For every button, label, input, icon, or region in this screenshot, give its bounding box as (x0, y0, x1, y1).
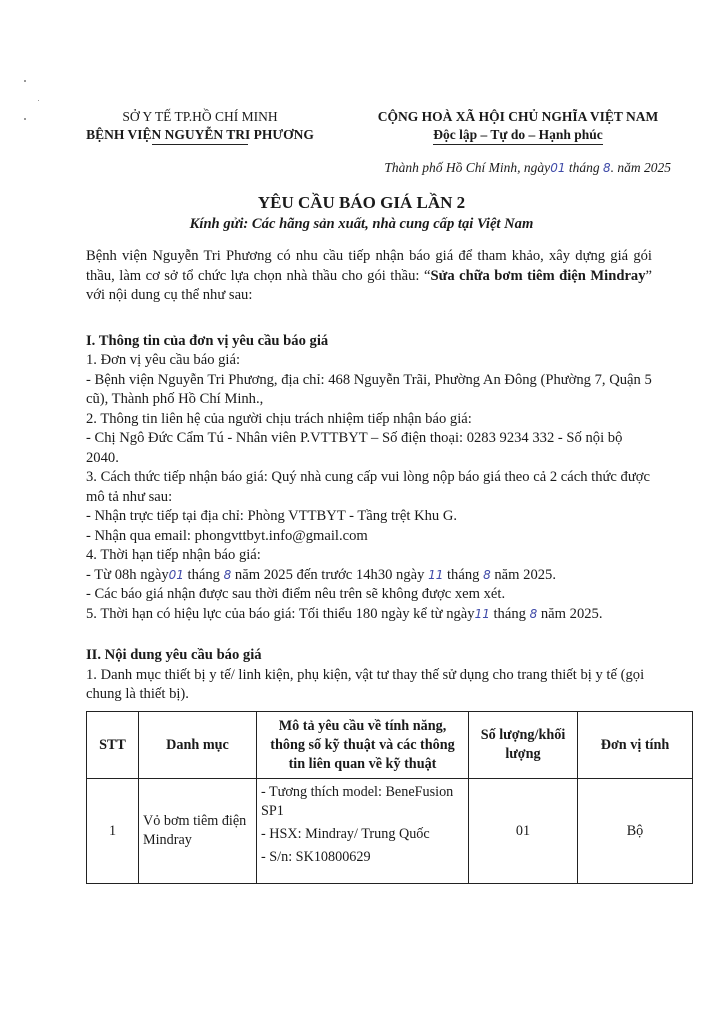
motto: Độc lập – Tự do – Hạnh phúc (433, 127, 603, 142)
document-title: YÊU CẦU BÁO GIÁ LẦN 2 (257, 193, 466, 212)
hospital-name: BỆNH VIỆN NGUYỄN TRI PHƯƠNG (86, 127, 314, 142)
date-month-label: tháng (568, 160, 600, 175)
desc-line: - S/n: SK10800629 (261, 849, 371, 865)
intro-text: Bệnh viện Nguyễn Tri Phương có nhu cầu tiếp nhận báo giá để tham khảo, xây dựng giá gói thầu, làm cơ sở tổ chức lựa chọn nhà thầu cho gói thầu: “ (86, 248, 652, 284)
s1-item1-detail: - Bệnh viện Nguyễn Tri Phương, địa chỉ: 468 Nguyễn Trãi, Phường An Đông (Phường 7, Quận 5 cũ), Thành phố Hồ Chí Minh., (86, 371, 652, 407)
desc-line: - Tương thích model: BeneFusion SP1 (261, 784, 454, 819)
s1-item2: 2. Thông tin liên hệ của người chịu trách nhiệm tiếp nhận báo giá: (86, 410, 472, 427)
motto-underline (433, 144, 603, 145)
date-prefix: Thành phố Hồ Chí Minh, ngày (384, 160, 551, 175)
header-stt: STT (87, 712, 139, 779)
cell-item: Vỏ bơm tiêm điện Mindray (139, 779, 257, 884)
s1-item2-detail: - Chị Ngô Đức Cẩm Tú - Nhân viên P.VTTBYT – Số điện thoại: 0283 9234 332 - Số nội bộ 2040. (86, 430, 623, 466)
cell-quantity: 01 (469, 779, 578, 884)
table-header-row (87, 712, 693, 779)
table-row (87, 779, 693, 884)
s1-item4-a (86, 566, 652, 586)
header-left (60, 108, 340, 145)
s1-item3: 3. Cách thức tiếp nhận báo giá: Quý nhà cung cấp vui lòng nộp báo giá theo cả 2 cách thức được mô tả như sau: (86, 469, 650, 505)
cell-unit: Bộ (578, 779, 693, 884)
handwritten-day: 11 (428, 567, 444, 582)
header-quantity: Số lượng/khối lượng (469, 712, 578, 779)
text: tháng (489, 605, 530, 622)
s1-item3-a: - Nhận trực tiếp tại địa chỉ: Phòng VTTBYT - Tầng trệt Khu G. (86, 508, 458, 524)
handwritten-month: 8 (223, 567, 232, 582)
section2-heading: II. Nội dung yêu cầu báo giá (86, 647, 262, 663)
text: năm 2025 đến trước 14h30 ngày (231, 566, 429, 583)
s1-item4: 4. Thời hạn tiếp nhận báo giá: (86, 547, 261, 563)
hospital-name-underline (152, 144, 248, 145)
section1-heading: I. Thông tin của đơn vị yêu cầu báo giá (86, 332, 329, 349)
handwritten-month: 8 (483, 567, 491, 582)
text: năm 2025. (490, 566, 556, 583)
health-department-name: SỞ Y TẾ TP.HỒ CHÍ MINH (122, 109, 278, 124)
s2-item1: 1. Danh mục thiết bị y tế/ linh kiện, phụ kiện, vật tư thay thế sử dụng cho trang thiết bị y tế (gọi chung là thiết bị). (86, 666, 645, 702)
scan-speck (24, 80, 26, 82)
intro-paragraph (86, 247, 652, 306)
header-item: Danh mục (139, 712, 257, 779)
s1-item3-b: - Nhận qua email: phongvttbyt.info@gmail.com (86, 527, 368, 544)
text: 5. Thời hạn có hiệu lực của báo giá: Tối thiểu 180 ngày kể từ ngày (86, 605, 475, 622)
recipient-line: Kính gửi: Các hãng sản xuất, nhà cung cấp tại Việt Nam (189, 216, 534, 232)
title-block (60, 192, 663, 234)
handwritten-month: 8 (529, 606, 538, 621)
scan-speck (24, 118, 26, 120)
package-name: Sửa chữa bơm tiêm điện Mindray (430, 267, 646, 284)
handwritten-day: 11 (474, 606, 490, 621)
s1-item4-b: - Các báo giá nhận được sau thời điểm nêu trên sẽ không được xem xét. (86, 586, 506, 602)
text: năm 2025. (537, 605, 603, 622)
text: tháng (183, 566, 224, 583)
equipment-table (86, 711, 693, 884)
s1-item5 (86, 605, 652, 625)
equipment-table-wrap (86, 711, 692, 884)
date-year: năm 2025 (617, 160, 671, 175)
header-unit: Đơn vị tính (578, 712, 693, 779)
cell-stt: 1 (87, 779, 139, 884)
handwritten-month: 8 (602, 161, 611, 175)
nation-name: CỘNG HOÀ XÃ HỘI CHỦ NGHĨA VIỆT NAM (377, 109, 659, 124)
header-description: Mô tả yêu cầu về tính năng, thông số kỹ thuật và các thông tin liên quan về kỹ thuật (257, 712, 469, 779)
desc-line: - HSX: Mindray/ Trung Quốc (261, 826, 430, 842)
s1-item1: 1. Đơn vị yêu cầu báo giá: (86, 352, 241, 368)
text: - Từ 08h ngày (86, 566, 169, 583)
cell-description (257, 779, 469, 884)
text: tháng (443, 566, 484, 583)
date-line: Thành phố Hồ Chí Minh, ngày01 tháng 8. năm 2025 (384, 160, 671, 175)
scan-speck (38, 100, 39, 101)
intro-text-end: ” với nội dung cụ thể như sau: (86, 267, 652, 303)
handwritten-day: 01 (168, 567, 184, 582)
document-body (86, 247, 652, 705)
header-right (350, 108, 686, 145)
handwritten-day: 01 (550, 161, 566, 175)
